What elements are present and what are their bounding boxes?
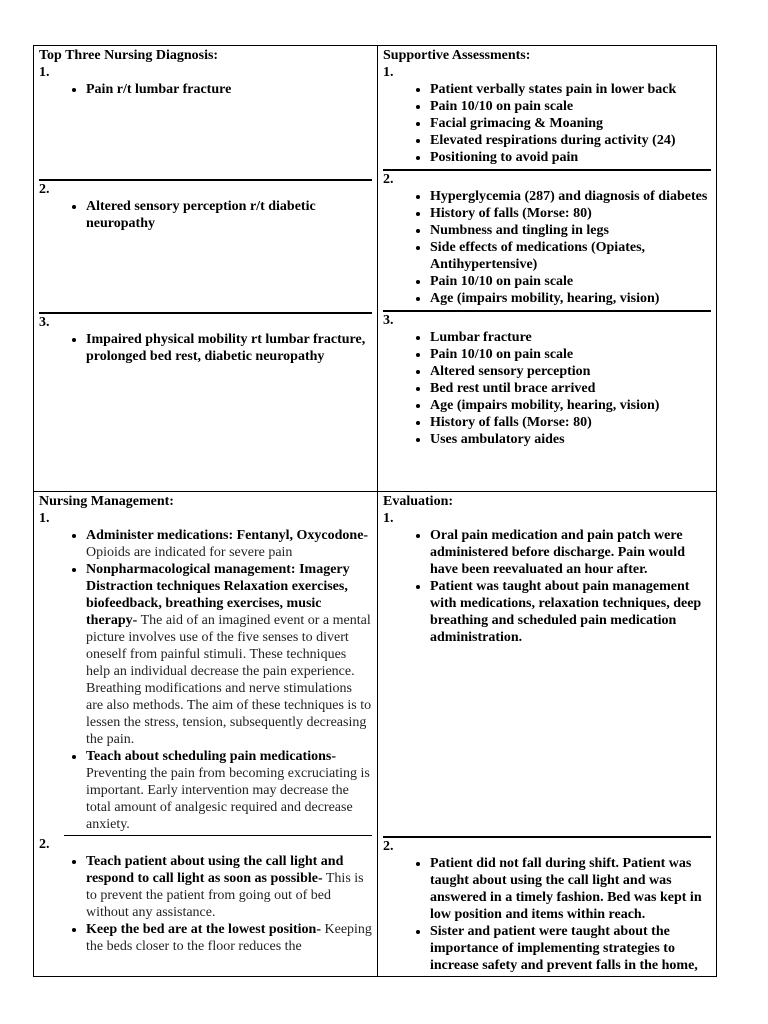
diagnosis-list-3 [39, 331, 372, 365]
list-item: • Bed rest until brace arrived [430, 380, 711, 397]
intervention-title: Teach patient about using the call light and respond to call light as soon as possible- [86, 854, 344, 886]
evaluation-list-1 [383, 527, 711, 646]
assessments-number-2: 2. [383, 172, 394, 187]
management-number-1: 1. [39, 511, 50, 526]
intervention-title: Teach about scheduling pain medications- [86, 749, 336, 764]
list-item: • Patient did not fall during shift. Patient was taught about using the call light and was answered in a timely fashion. Bed was kept in low position and items within reach. [430, 855, 711, 923]
intervention-title: Nonpharmacological management: Imagery Distraction techniques Relaxation exercises, biofeedback, breathing exercises, music therapy- [86, 562, 350, 628]
intervention-title: Keep the bed are at the lowest position- [86, 922, 321, 937]
diagnosis-header: Top Three Nursing Diagnosis: [39, 48, 219, 63]
list-item: • Age (impairs mobility, hearing, vision) [430, 397, 711, 414]
intervention-rationale: The aid of an imagined event or a mental picture involves use of the five senses to divert oneself from painful stimuli. These techniques help an individual decrease the pain experience. Breathing modifications and nerve stimulations are also methods. The aim of these techniques is to lessen the stress, tension, subsequently decreasing the pain. [86, 613, 372, 747]
list-item: • Patient verbally states pain in lower back [430, 81, 711, 98]
evaluation-number-2: 2. [383, 839, 394, 854]
intervention-rationale: Opioids are indicated for severe pain [86, 545, 293, 560]
list-item: • Uses ambulatory aides [430, 431, 711, 448]
assessments-number-1: 1. [383, 65, 394, 80]
list-item: • Patient was taught about pain management with medications, relaxation techniques, deep breathing and scheduled pain medication administration. [430, 578, 711, 646]
list-item: • Elevated respirations during activity (24) [430, 132, 711, 149]
assessments-list-2 [383, 188, 711, 307]
diagnosis-number-2: 2. [39, 182, 50, 197]
list-item: • Altered sensory perception r/t diabetic neuropathy [86, 198, 372, 232]
intervention-title: Administer medications: Fentanyl, Oxycodone- [86, 528, 369, 543]
list-item [86, 853, 372, 921]
list-item: • Facial grimacing & Moaning [430, 115, 711, 132]
intervention-rationale: Keeping the beds closer to the floor reduces the [86, 922, 372, 954]
list-item: • Side effects of medications (Opiates, Antihypertensive) [430, 239, 711, 273]
list-item: • Impaired physical mobility rt lumbar fracture, prolonged bed rest, diabetic neuropathy [86, 331, 372, 365]
list-item: • Sister and patient were taught about the importance of implementing strategies to increase safety and prevent falls in the home, [430, 923, 711, 974]
list-item: • History of falls (Morse: 80) [430, 205, 711, 222]
management-cell [33, 491, 378, 977]
diagnosis-list-2 [39, 198, 372, 232]
list-item: • Pain 10/10 on pain scale [430, 273, 711, 290]
assessments-cell [377, 45, 717, 492]
evaluation-cell [377, 491, 717, 977]
assessments-list-3 [383, 329, 711, 448]
list-item: • Pain 10/10 on pain scale [430, 98, 711, 115]
assessments-list-1 [383, 81, 711, 166]
list-item: • Pain r/t lumbar fracture [86, 81, 372, 98]
diagnosis-list-1 [39, 81, 372, 98]
diagnosis-number-3: 3. [39, 315, 50, 330]
list-item: • Oral pain medication and pain patch were administered before discharge. Pain would have been reevaluated an hour after. [430, 527, 711, 578]
assessments-header: Supportive Assessments: [383, 48, 531, 63]
diagnosis-cell [33, 45, 378, 492]
management-list-1 [39, 527, 372, 833]
list-item [86, 527, 372, 561]
management-header: Nursing Management: [39, 494, 174, 509]
evaluation-number-1: 1. [383, 511, 394, 526]
list-item [86, 921, 372, 955]
list-item [86, 748, 372, 833]
list-item: • Numbness and tingling in legs [430, 222, 711, 239]
evaluation-list-2 [383, 855, 711, 974]
list-item: • History of falls (Morse: 80) [430, 414, 711, 431]
list-item: • Altered sensory perception [430, 363, 711, 380]
management-list-2 [39, 853, 372, 955]
intervention-rationale: This is to prevent the patient from going out of bed without any assistance. [86, 871, 364, 920]
diagnosis-number-1: 1. [39, 65, 50, 80]
assessments-number-3: 3. [383, 313, 394, 328]
list-item: • Lumbar fracture [430, 329, 711, 346]
list-item: • Positioning to avoid pain [430, 149, 711, 166]
evaluation-header: Evaluation: [383, 494, 454, 509]
list-item: • Age (impairs mobility, hearing, vision) [430, 290, 711, 307]
list-item: • Pain 10/10 on pain scale [430, 346, 711, 363]
list-item: • Hyperglycemia (287) and diagnosis of diabetes [430, 188, 711, 205]
list-item [86, 561, 372, 748]
management-number-2: 2. [39, 837, 50, 852]
intervention-rationale: Preventing the pain from becoming excruciating is important. Early intervention may decrease the total amount of analgesic required and decrease anxiety. [86, 766, 370, 832]
